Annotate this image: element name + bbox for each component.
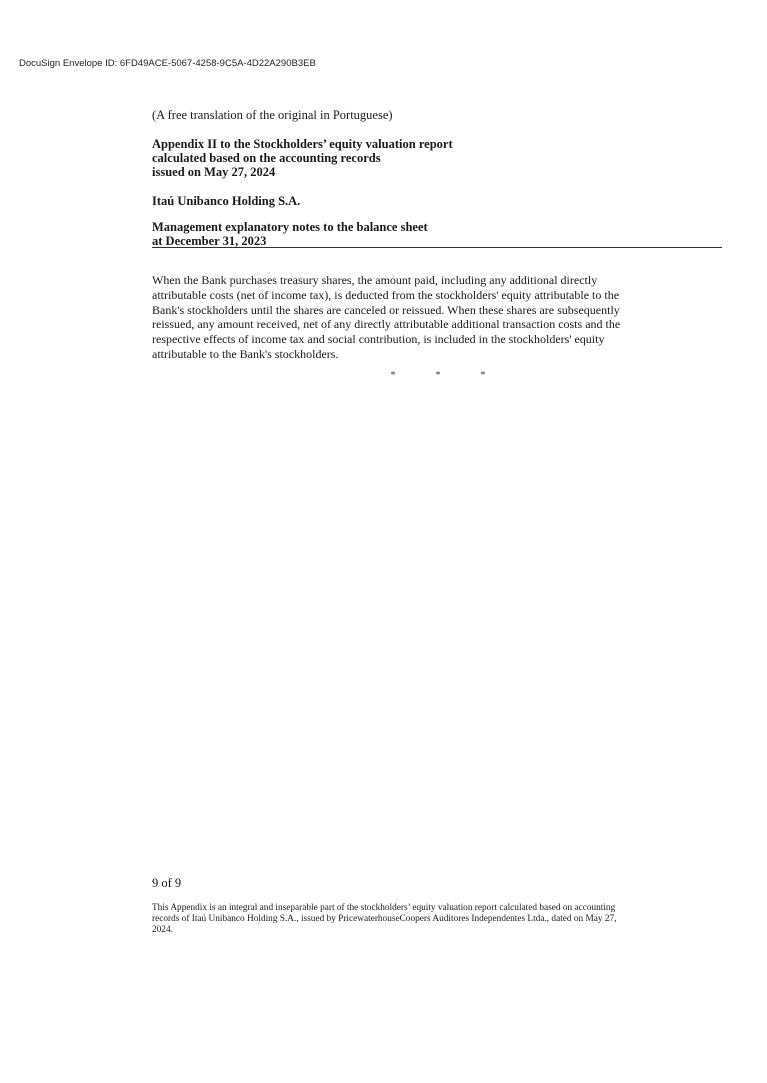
- treasury-shares-paragraph: [152, 273, 712, 362]
- paragraph-line: When the Bank purchases treasury shares, the amount paid, including any additional directly: [152, 273, 598, 287]
- end-separator: [388, 370, 488, 381]
- asterisk: *: [390, 370, 396, 381]
- appendix-title-line: Appendix II to the Stockholders’ equity valuation report: [152, 137, 453, 151]
- docusign-envelope-id: DocuSign Envelope ID: 6FD49ACE-5067-4258-9C5A-4D22A290B3EB: [19, 58, 316, 69]
- appendix-title: [152, 137, 722, 179]
- translation-note: (A free translation of the original in Portuguese): [152, 108, 393, 122]
- appendix-title-line: issued on May 27, 2024: [152, 165, 276, 179]
- footer-note: [152, 903, 722, 937]
- appendix-title-line: calculated based on the accounting records: [152, 151, 381, 165]
- paragraph-line: reissued, any amount received, net of any directly attributable additional transaction costs and the: [152, 317, 621, 332]
- header-divider: [152, 247, 722, 248]
- paragraph-line: attributable costs (net of income tax), is deducted from the stockholders' equity attributable to the: [152, 287, 620, 302]
- company-name: Itaú Unibanco Holding S.A.: [152, 194, 301, 208]
- asterisk: *: [435, 370, 441, 381]
- footer-note-line: 2024.: [152, 925, 173, 936]
- section-title-line: at December 31, 2023: [152, 234, 267, 248]
- section-title: [152, 220, 722, 248]
- paragraph-line: respective effects of income tax and social contribution, is included in the stockholders' equity: [152, 332, 605, 347]
- asterisk: *: [480, 370, 486, 381]
- paragraph-line: Bank's stockholders until the shares are canceled or reissued. When these shares are subsequently: [152, 302, 620, 317]
- paragraph-line: attributable to the Bank's stockholders.: [152, 346, 339, 361]
- footer-note-line: records of Itaú Unibanco Holding S.A., issued by PricewaterhouseCoopers Auditores Independentes Ltda., dated on May 27,: [152, 914, 617, 925]
- footer-note-line: This Appendix is an integral and inseparable part of the stockholders’ equity valuation report calculated based on accounting: [152, 903, 616, 913]
- section-title-line: Management explanatory notes to the balance sheet: [152, 220, 428, 234]
- page-number: 9 of 9: [152, 876, 182, 890]
